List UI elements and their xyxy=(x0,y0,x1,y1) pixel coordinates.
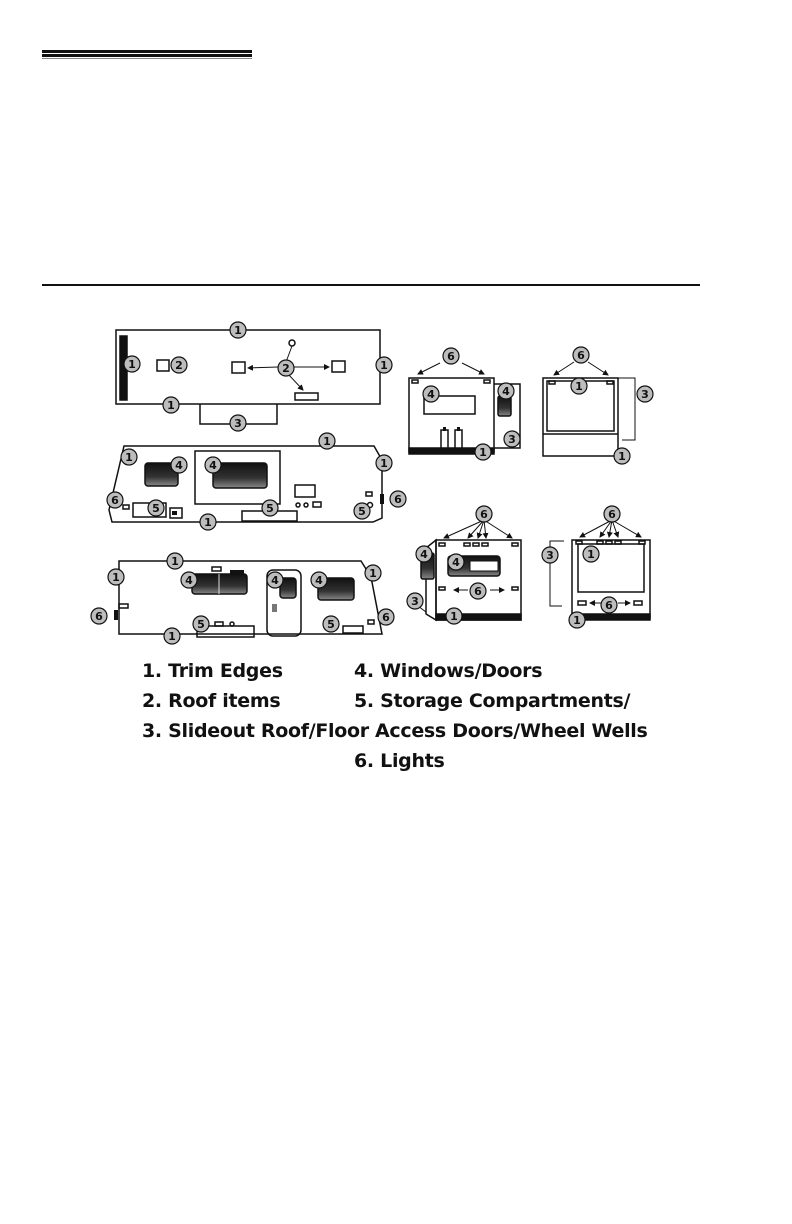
callout-number: 1 xyxy=(168,630,176,643)
callout-bubble xyxy=(91,608,107,624)
callout-number: 3 xyxy=(641,388,649,401)
callout-number: 1 xyxy=(575,380,583,393)
callout-number: 5 xyxy=(327,618,335,631)
callout-number: 5 xyxy=(266,502,274,515)
callout-bubble xyxy=(443,348,459,364)
callout-bubble xyxy=(278,360,294,376)
callout-number: 6 xyxy=(95,610,103,623)
callout-number: 1 xyxy=(618,450,626,463)
callout-bubble xyxy=(108,569,124,585)
callout-bubble xyxy=(230,322,246,338)
callout-bubble xyxy=(354,503,370,519)
callout-number: 3 xyxy=(546,549,554,562)
legend-item-lights: 6. Lights xyxy=(354,750,445,772)
callout-bubble xyxy=(569,612,585,628)
callout-bubble xyxy=(573,347,589,363)
callout-number: 6 xyxy=(608,508,616,521)
callout-number: 4 xyxy=(315,574,323,587)
callout-number: 4 xyxy=(185,574,193,587)
callout-number: 1 xyxy=(204,516,212,529)
callout-number: 1 xyxy=(171,555,179,568)
callout-number: 1 xyxy=(380,457,388,470)
callout-bubble xyxy=(193,616,209,632)
callout-bubble xyxy=(601,597,617,613)
callout-number: 1 xyxy=(573,614,581,627)
callout-number: 1 xyxy=(587,548,595,561)
callout-number: 1 xyxy=(323,435,331,448)
callout-bubble xyxy=(230,415,246,431)
callout-number: 4 xyxy=(427,388,435,401)
callout-number: 2 xyxy=(282,362,290,375)
callout-bubble xyxy=(448,554,464,570)
callout-bubble xyxy=(200,514,216,530)
callout-bubble xyxy=(504,431,520,447)
callout-number: 3 xyxy=(234,417,242,430)
callout-number: 6 xyxy=(605,599,613,612)
callout-bubble xyxy=(107,492,123,508)
callout-number: 6 xyxy=(394,493,402,506)
callout-number: 1 xyxy=(479,446,487,459)
callout-number: 4 xyxy=(420,548,428,561)
callout-bubble xyxy=(604,506,620,522)
callout-bubble xyxy=(407,593,423,609)
callout-bubble xyxy=(267,572,283,588)
callout-bubble xyxy=(416,546,432,562)
callout-bubble xyxy=(637,386,653,402)
callout-number: 3 xyxy=(411,595,419,608)
callout-bubble xyxy=(148,500,164,516)
callout-number: 4 xyxy=(502,385,510,398)
callout-number: 1 xyxy=(125,451,133,464)
callout-bubble xyxy=(390,491,406,507)
callout-bubble xyxy=(163,397,179,413)
callout-number: 6 xyxy=(382,611,390,624)
callout-bubble xyxy=(378,609,394,625)
callout-bubble xyxy=(614,448,630,464)
callout-bubble xyxy=(323,616,339,632)
callout-number: 6 xyxy=(111,494,119,507)
callout-bubble xyxy=(470,583,486,599)
callout-number: 4 xyxy=(209,459,217,472)
rear-view-lower xyxy=(418,520,521,620)
callout-number: 1 xyxy=(112,571,120,584)
legend-right-column xyxy=(354,656,648,776)
legend-left-column xyxy=(142,656,369,746)
callout-bubble xyxy=(376,455,392,471)
callout-bubble xyxy=(446,608,462,624)
legend-item-storage-cont: Access Doors/Wheel Wells xyxy=(375,720,648,742)
callout-bubble xyxy=(124,356,140,372)
callout-number: 5 xyxy=(197,618,205,631)
callout-bubble xyxy=(476,506,492,522)
callout-bubble xyxy=(498,383,514,399)
callout-number: 2 xyxy=(175,359,183,372)
callout-number: 6 xyxy=(577,349,585,362)
callout-bubble xyxy=(164,628,180,644)
callout-number: 1 xyxy=(167,399,175,412)
callout-bubble xyxy=(171,457,187,473)
callout-bubble xyxy=(262,500,278,516)
callout-number: 1 xyxy=(369,567,377,580)
callout-number: 6 xyxy=(447,350,455,363)
legend-item-windows-doors: 4. Windows/Doors xyxy=(354,660,543,682)
callout-number: 1 xyxy=(380,359,388,372)
roof-top-view xyxy=(116,330,380,424)
callout-number: 4 xyxy=(271,574,279,587)
callout-bubble xyxy=(542,547,558,563)
callout-bubble xyxy=(571,378,587,394)
callout-bubble xyxy=(423,386,439,402)
front-view-lower xyxy=(550,520,650,620)
callout-bubble xyxy=(205,457,221,473)
callout-bubble xyxy=(167,553,183,569)
callout-bubble xyxy=(365,565,381,581)
callout-bubble xyxy=(121,449,137,465)
callout-number: 1 xyxy=(450,610,458,623)
legend-item-slideout: 3. Slideout Roof/Floor xyxy=(142,720,369,742)
front-view-top xyxy=(543,362,635,456)
callout-number: 4 xyxy=(452,556,460,569)
callout-bubble xyxy=(181,572,197,588)
callout-number: 1 xyxy=(234,324,242,337)
side-view-lower xyxy=(114,561,382,637)
callout-bubble xyxy=(376,357,392,373)
callout-number: 6 xyxy=(480,508,488,521)
callout-number: 6 xyxy=(474,585,482,598)
callout-number: 1 xyxy=(128,358,136,371)
legend-item-trim-edges: 1. Trim Edges xyxy=(142,660,283,682)
callout-bubble xyxy=(583,546,599,562)
callout-bubble xyxy=(171,357,187,373)
callout-number: 4 xyxy=(175,459,183,472)
callout-bubble xyxy=(475,444,491,460)
legend-item-roof-items: 2. Roof items xyxy=(142,690,281,712)
rear-view-top xyxy=(409,363,520,454)
callout-bubble xyxy=(319,433,335,449)
callout-number: 3 xyxy=(508,433,516,446)
callout-number: 5 xyxy=(358,505,366,518)
callout-number: 5 xyxy=(152,502,160,515)
callout-bubble xyxy=(311,572,327,588)
legend-item-storage: 5. Storage Compartments/ xyxy=(354,690,631,712)
